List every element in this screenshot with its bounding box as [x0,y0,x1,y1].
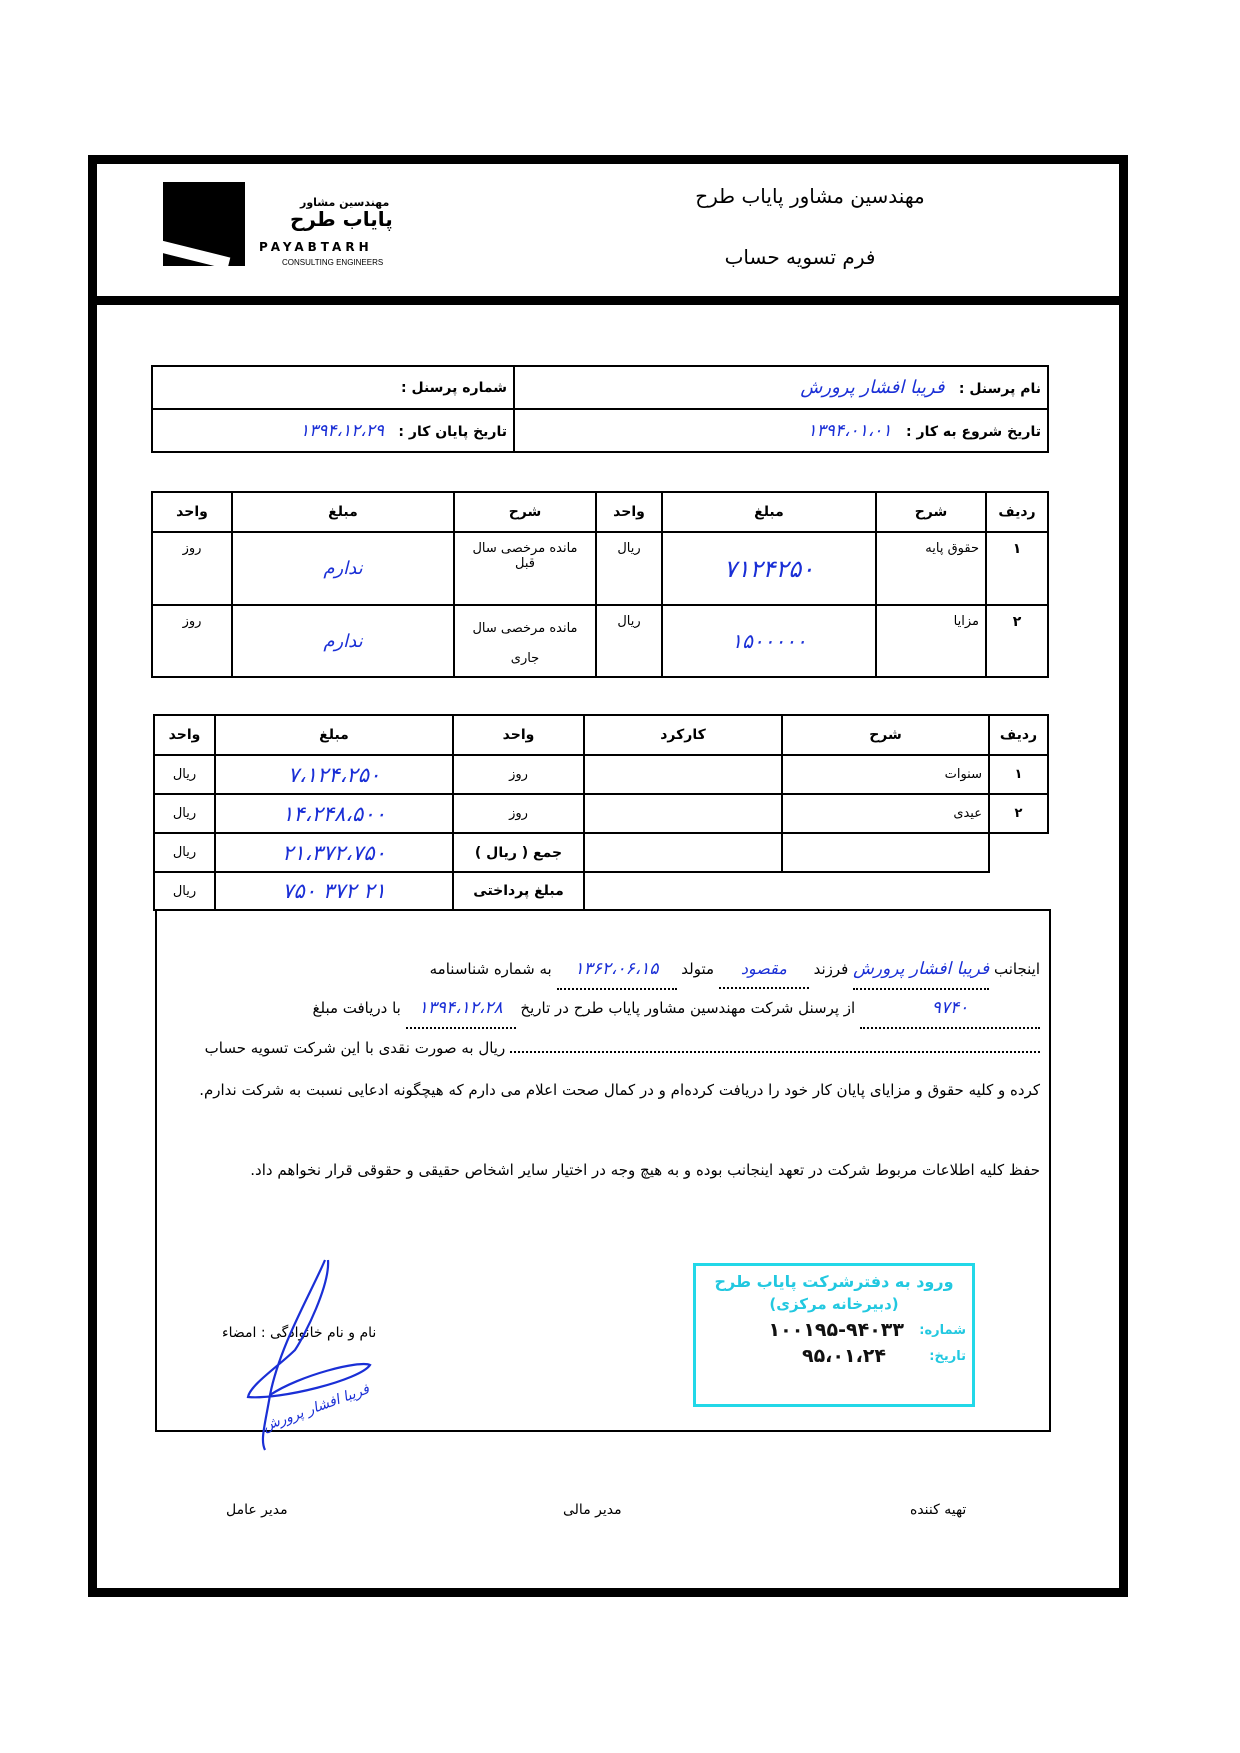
row-number: ۱ [988,754,1049,795]
total-unit: ریال [153,832,216,873]
personnel-number-label: شماره پرسنل : [400,379,507,396]
signature-scribble-icon [220,1255,400,1455]
header-divider [88,296,1128,305]
row-description: حقوق پایه [876,532,986,605]
row-amount: ۱۴،۲۴۸،۵۰۰ [214,793,454,834]
row-unit: ریال [596,605,662,677]
row-amount: ۷،۱۲۴،۲۵۰ [214,754,454,795]
row-unit: روز [452,793,585,834]
row-number: ۲ [988,793,1049,834]
stamp-line-1: ورود به دفترشرکت پایاب طرح [714,1272,954,1291]
paid-unit: ریال [153,871,216,911]
footer-finance-manager: مدیر مالی [563,1502,622,1518]
statement-id-number: ۹۷۴۰ [860,990,1040,1029]
row-work [583,793,783,834]
row-description: عیدی [781,793,990,834]
row-number: ۲ [986,605,1048,677]
col-header: واحد [152,492,232,532]
signature-label: نام و نام خانوادگی : امضاء [222,1325,377,1341]
total-work-empty [583,832,783,873]
col-header: شرح [454,492,596,532]
col-header: ردیف [988,714,1049,756]
row-amount-2: ندارم [232,605,454,677]
statement-paragraph-3: حفظ کلیه اطلاعات مربوط شرکت در تعهد اینجانب بوده و به هیچ وجه در اختیار سایر اشخاص حقیقی و حقوقی قرار نخواهم داد. [250,1161,1040,1179]
table-row [152,532,1048,605]
stamp-number-label: شماره: [919,1322,966,1338]
row-unit: ریال [596,532,662,605]
logo-name-en: PAYABTARH [259,240,373,254]
total-amount: ۲۱،۳۷۲،۷۵۰ [214,832,454,873]
statement-father: مقصود [719,950,809,989]
personnel-name-value: فریبا افشار پرورش [800,377,945,398]
stamp-line-2: (دبیرخانه مرکزی) [769,1295,899,1313]
statement-line-2 [160,990,1040,1029]
footer-preparer: تهیه کننده [910,1502,967,1518]
statement-word: اینجانب [993,960,1040,978]
row-number: ۱ [986,532,1048,605]
col-header: مبلغ [214,714,454,756]
row-unit-2: ریال [153,793,216,834]
statement-line-3 [160,1030,1040,1067]
row-work [583,754,783,795]
end-date-value: ۱۳۹۴،۱۲،۲۹ [299,420,384,441]
statement-name: فریبا افشار پرورش [853,951,989,990]
statement-word: فرزند [813,960,849,978]
statement-word: از پرسنل شرکت مهندسین مشاور پایاب طرح در تاریخ [520,999,856,1017]
registration-stamp [693,1263,975,1407]
footer-ceo: مدیر عامل [226,1502,288,1518]
table-header-row [152,492,1048,532]
col-header: کارکرد [583,714,783,756]
statement-word: به شماره شناسنامه [429,960,552,978]
col-header: شرح [876,492,986,532]
end-date-cell [152,409,514,452]
col-header: واحد [596,492,662,532]
col-header: ردیف [986,492,1048,532]
statement-word: با دریافت مبلغ [312,999,401,1017]
start-date-label: تاریخ شروع به کار : [906,423,1041,440]
personnel-number-cell [152,366,514,409]
personnel-name-label: نام پرسنل : [958,381,1041,397]
total-desc-empty [781,832,990,873]
statement-line-1 [160,950,1040,990]
salary-leave-table [151,491,1049,678]
row-description-2: مانده مرخصی سال جاری [454,605,596,677]
start-date-value: ۱۳۹۴،۰۱،۰۱ [807,420,892,441]
table-row [152,605,1048,677]
end-date-label: تاریخ پایان کار : [398,423,507,440]
col-header: مبلغ [662,492,876,532]
stamp-number-value: ۱۰۰۱۹۵-۹۴۰۳۳ [768,1319,904,1341]
col-header: مبلغ [232,492,454,532]
stamp-date-label: تاریخ: [929,1348,966,1364]
row-amount: ۷۱۲۴۲۵۰ [662,532,876,605]
statement-amount-blank [510,1051,1040,1053]
row-description: مزایا [876,605,986,677]
personnel-name-cell [514,366,1048,409]
statement-date: ۱۳۹۴،۱۲،۲۸ [406,990,516,1029]
row-unit-2: ریال [153,754,216,795]
row-unit-2: روز [152,605,232,677]
total-label: جمع ( ریال ) [452,832,585,873]
row-amount-2: ندارم [232,532,454,605]
statement-birth: ۱۳۶۲،۰۶،۱۵ [557,951,677,990]
start-date-cell [514,409,1048,452]
row-description: سنوات [781,754,990,795]
row-amount: ۱۵۰۰۰۰۰ [662,605,876,677]
signature-handwritten-name: فریبا افشار پرورش [260,1381,372,1435]
company-title: مهندسین مشاور پایاب طرح [695,184,925,208]
form-title: فرم تسویه حساب [724,245,876,269]
logo-name-fa: پایاب طرح [290,207,393,231]
personnel-info-table [151,365,1049,453]
payabtarh-logo-icon [163,182,245,266]
row-description-2: مانده مرخصی سال قبل [454,532,596,605]
col-header: شرح [781,714,990,756]
row-unit: روز [452,754,585,795]
statement-word: ریال به صورت نقدی با این شرکت تسویه حساب [204,1039,506,1057]
stamp-date-value: ۹۵،۰۱،۲۴ [801,1345,886,1367]
paid-amount: ۲۱ ۳۷۲ ۷۵۰ [214,871,454,911]
col-header: واحد [153,714,216,756]
statement-paragraph-2: کرده و کلیه حقوق و مزایای پایان کار خود را دریافت کرده‌ام و در کمال صحت اعلام می دارم که هیچگونه ادعایی نسبت به شرکت ندارم. [199,1081,1040,1099]
statement-word: متولد [681,960,715,978]
col-header: واحد [452,714,585,756]
logo-subtitle-en: CONSULTING ENGINEERS [282,258,384,267]
logo-subtitle-fa: مهندسین مشاور [300,196,390,209]
paid-label: مبلغ پرداختی [452,871,585,911]
row-unit-2: روز [152,532,232,605]
